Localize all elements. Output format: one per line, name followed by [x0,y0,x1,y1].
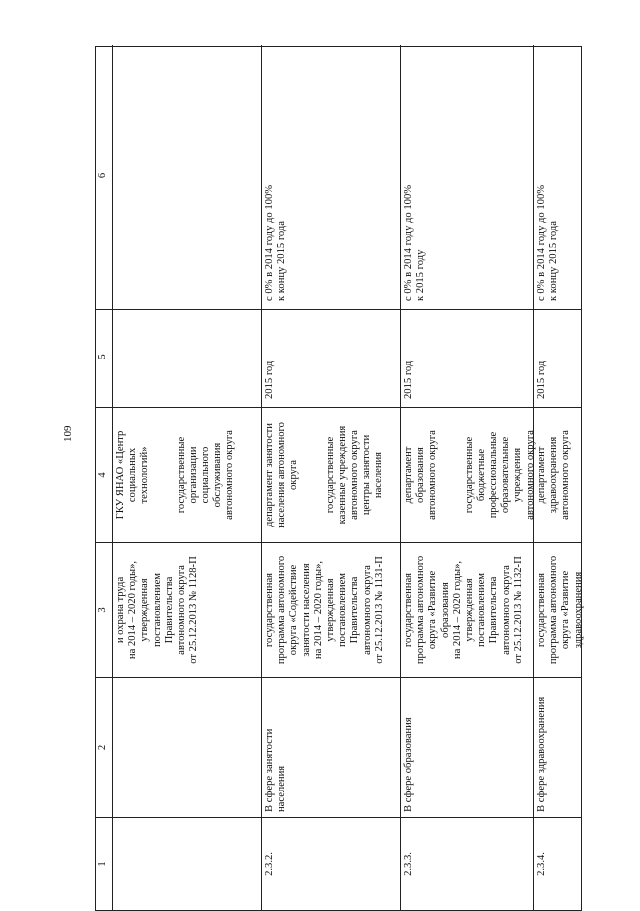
text-line: технологий» [139,446,151,504]
executor-main [115,413,152,537]
cell-number: 2.3.2. [264,852,275,876]
text-line: автономного округа [349,430,361,520]
table-row-continuation [112,45,261,910]
cell-target [401,45,533,310]
header-cell-3: 3 [96,543,112,678]
text-line: и охрана труда [115,576,126,644]
text-line: Правительства [349,576,361,644]
text-line: обслуживания [212,442,224,508]
text-line: программа автономного [415,555,427,665]
text-line: государственная [264,572,275,648]
text-line: постановлением [151,573,163,647]
table-row [261,45,400,910]
text-line: государственная [403,572,414,648]
executor-subordinate [176,413,237,537]
text-line: государственные [175,436,187,514]
text-line: учреждения [512,447,524,503]
executor-main [403,413,440,537]
cell-target [113,45,261,310]
text-line: утвержденная [464,578,476,642]
text-line: автономного округа [176,565,188,655]
text-line: ГКУ ЯНАО «Центр [115,430,126,520]
text-line: казенные учреждения [336,425,348,525]
cell-number: 2.3.4. [536,852,547,876]
text-line: образования [415,447,427,503]
text-line: постановлением [476,573,488,647]
text-line: социального [200,446,212,504]
text-line: государственные [463,436,475,514]
text-line: занятости населения [300,563,312,657]
cell-sphere [262,678,400,818]
text-line: округа «Развитие [560,570,572,650]
text-line: к концу 2015 года [548,221,560,301]
text-line: автономного округа [427,430,439,520]
text-line: на 2014 – 2020 годы», [451,560,463,660]
text-line: от 25.12.2013 № 1132-П [512,556,524,664]
text-line: утвержденная [325,578,337,642]
header-cell-5: 5 [96,310,112,408]
cell-year [113,310,261,408]
text-line: с 0% в 2014 году до 100% [264,184,275,301]
cell-sphere [113,678,261,818]
text-line: программа автономного [276,555,288,665]
text-line: социальных [127,447,139,503]
cell-executors [113,408,261,543]
cell-sphere [401,678,533,818]
text-line: Правительства [163,576,175,644]
header-cell-6: 6 [96,45,112,310]
cell-year: 2015 год [534,310,581,408]
text-line: округа «Содействие [288,564,300,656]
text-line: автономного округа [361,565,373,655]
cell-number [113,818,261,910]
header-cell-1: 1 [97,861,108,867]
text-line: автономного округа [524,430,536,520]
text-line: населения [276,765,288,812]
text-line: образования [439,582,451,638]
text-line: к концу 2015 года [276,221,288,301]
cell-executors [262,408,400,543]
cell-program [534,543,584,678]
cell-executors [534,408,581,543]
text-line: Правительства [488,576,500,644]
text-line: округа [288,460,300,490]
header-cell-2: 2 [96,678,112,818]
text-line: здравоохранения [548,436,560,514]
text-line: автономного округа [500,565,512,655]
text-line: департамент занятости [264,423,275,527]
text-line: профессиональные [488,431,500,519]
text-line: постановлением [337,573,349,647]
text-line: автономного округа [560,430,572,520]
text-line: с 0% в 2014 году до 100% [536,184,547,301]
text-line: населения автономного [276,422,288,528]
text-line: департамент [403,446,414,504]
header-cell-4: 4 [96,408,112,543]
cell-target [534,45,581,310]
cell-year: 2015 год [262,310,400,408]
text-line: на 2014 – 2020 годы», [127,560,139,660]
text-line: В сфере здравоохранения [536,696,547,812]
text-line: автономного округа [224,430,236,520]
executor-subordinate [325,413,386,537]
cell-sphere [534,678,581,818]
cell-program [113,543,261,678]
cell-program [262,543,400,678]
table-header-row [96,45,112,910]
cell-program [401,543,533,678]
executor-main [264,413,301,537]
text-line: на 2014 – 2020 годы», [312,560,324,660]
cell-target [262,45,400,310]
text-line: образовательные [500,436,512,514]
text-line: здравоохранения [572,571,584,649]
text-line: В сфере образования [403,717,414,812]
table-row [533,45,584,910]
table-row [400,45,536,910]
text-line: государственные [324,436,336,514]
text-line: с 0% в 2014 году до 100% [403,184,414,301]
text-line: населения [373,451,385,499]
text-line: округа «Развитие [427,570,439,650]
executor-main [536,413,573,537]
text-line: утвержденная [139,578,151,642]
cell-number: 2.3.3. [403,852,414,876]
text-line: к 2015 году [415,249,427,301]
text-line: от 25.12.2013 № 1128-П [188,556,200,664]
text-line: от 25.12.2013 № 1131-П [373,556,385,664]
executor-subordinate [464,413,537,537]
cell-executors [401,408,536,543]
text-line: департамент [536,446,547,504]
text-line: организации [187,446,199,504]
text-line: бюджетные [475,448,487,502]
cell-year: 2015 год [401,310,533,408]
text-line: государственная [536,572,547,648]
document-table [95,46,582,911]
page-number: 109 [62,425,74,442]
text-line: программа автономного [548,555,560,665]
text-line: центры занятости [361,434,373,516]
text-line: В сфере занятости [264,728,275,812]
